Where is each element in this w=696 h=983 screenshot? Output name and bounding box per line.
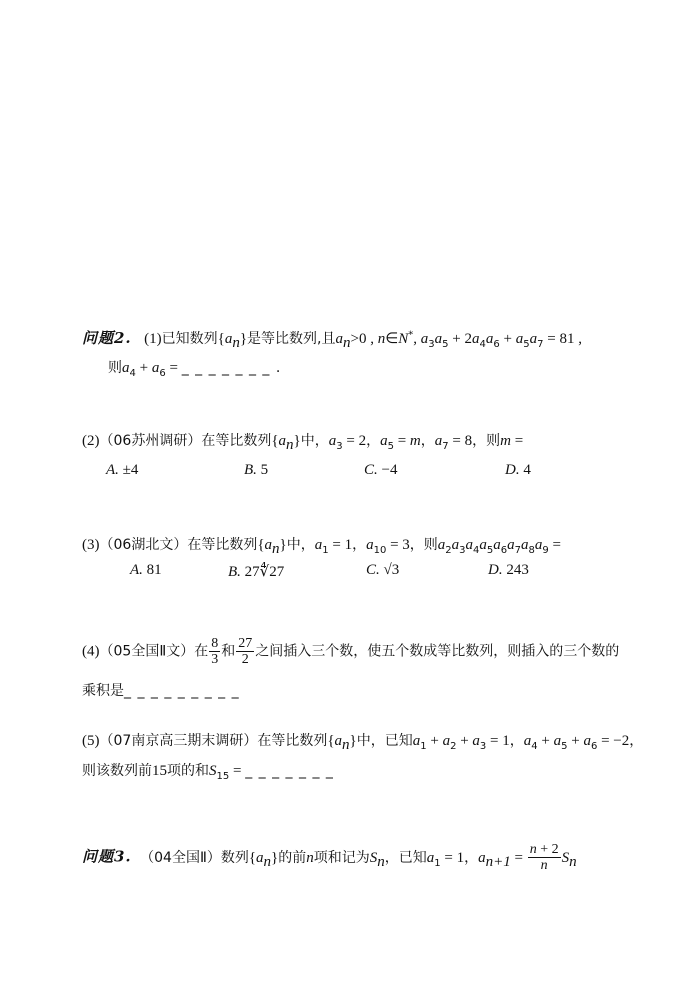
q2-part5-line2: 则该数列前15项的和$S_{15}$ = _ _ _ _ _ _ _ xyxy=(82,763,334,782)
q2-part5-line1: (5)（07南京高三期末调研）在等比数列$\{a_n\}$中，已知$a_1 + a_2 + a_3 = 1$，$a_4 + a_5 + a_6 = -2$， xyxy=(82,733,644,753)
q2-part4-line2: 乘积是_ _ _ _ _ _ _ _ _ xyxy=(82,683,240,699)
fraction-n2-n: $\frac{n + 2}{n}$ xyxy=(529,842,559,873)
q2-part2-option-c: C. −4 xyxy=(364,462,398,478)
q2-part1-line1: (1)已知数列$\{a_n\}$是等比数列,且$a_n>0$ , n∈N*, $a_3a_5 + 2a_4a_6 + a_5a_7 = 81$ , xyxy=(144,329,582,351)
q2-part3-option-a: A. 81 xyxy=(130,562,162,578)
q3-text: （04全国Ⅱ）数列$\{a_n\}$的前n项和记为$S_n$，已知$a_1 = 1$，$a_{n+1}$ = $\frac{n + 2}{n}$ $S_n$ xyxy=(140,842,577,873)
q3-line xyxy=(82,842,577,873)
q2-part2-stem: (2)（06苏州调研）在等比数列$\{a_n\}$中，$a_3 = 2$，$a_5 = m$，$a_7 = 8$，则m = xyxy=(82,433,524,453)
q2-line1 xyxy=(82,327,582,352)
q3-heading: 问题3. xyxy=(82,847,132,866)
q2-part2-option-b: B. 5 xyxy=(244,462,269,478)
q2-part3-option-d: D. 243 xyxy=(488,562,529,578)
q2-heading: 问题2. xyxy=(82,329,132,347)
fraction-8-3: $\frac{8}{3}$ xyxy=(211,636,219,667)
fraction-27-2: $\frac{27}{2}$ xyxy=(238,636,253,667)
q2-part4-line1: (4)（05全国Ⅱ文）在 $\frac{8}{3}$ 和 $\frac{27}{2}$ 之间插入三个数，使五个数成等比数列，则插入的三个数的 xyxy=(82,636,620,667)
q2-part2-option-a: A. ±4 xyxy=(106,462,139,478)
q2-part2-option-d: D. 4 xyxy=(505,462,531,478)
q2-part3-stem: (3)（06湖北文）在等比数列$\{a_n\}$中，$a_1 = 1$，$a_{10} = 3$，则$a_2a_3a_4a_5a_6a_7a_8a_9$ = xyxy=(82,537,561,557)
q2-part1-line2: 则$a_4 + a_6$ = _ _ _ _ _ _ _ . xyxy=(108,360,282,379)
q2-part3-option-b: B. 27∜27 xyxy=(228,564,285,580)
q2-part3-option-c: C. √3 xyxy=(366,562,400,578)
